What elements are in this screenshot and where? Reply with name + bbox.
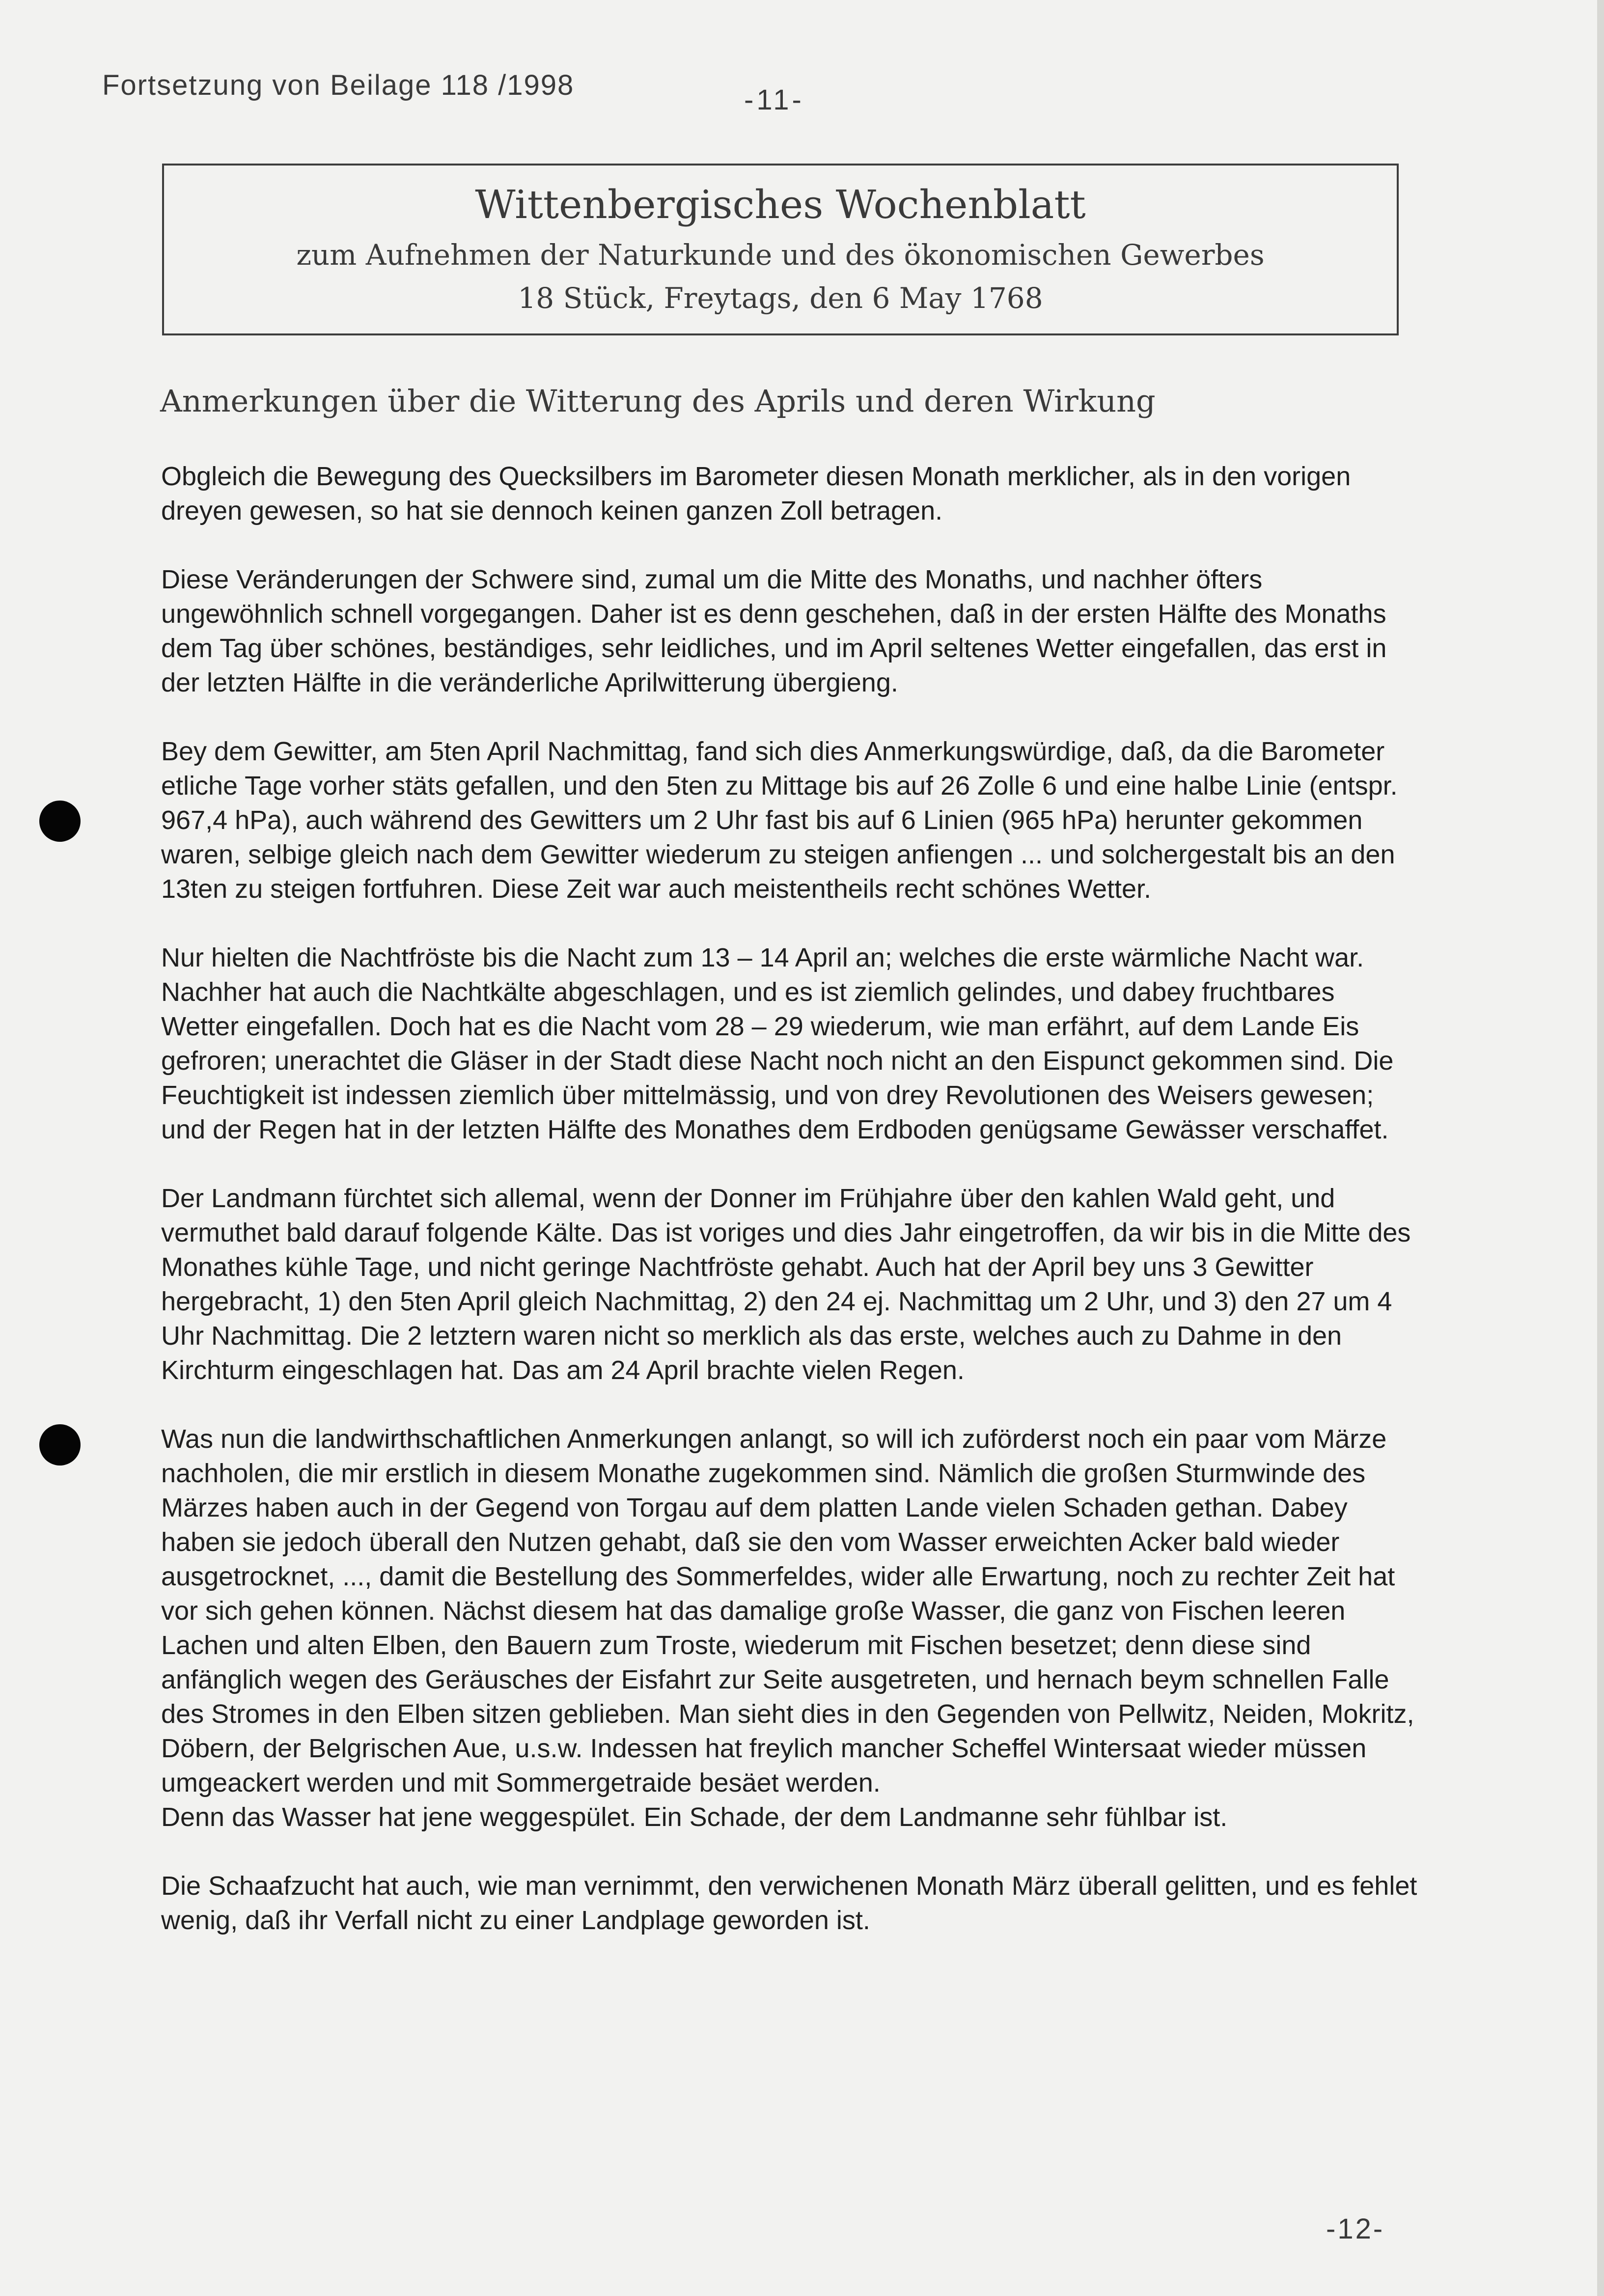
- paragraph: Nur hielten die Nachtfröste bis die Nacht zum 13 – 14 April an; welches die erste wärmliche Nacht war. Nachher hat auch die Nachtkälte abgeschlagen, und es ist ziemlich gelindes, und dabey fruchtbares Wetter eingefallen. Doch hat es die Nacht vom 28 – 29 wiederum, wie man erfährt, auf dem Lande Eis gefroren; unerachtet die Gläser in der Stadt diese Nacht noch nicht an den Eispunct gekommen sind. Die Feuchtigkeit ist indessen ziemlich über mittelmässig, und von drey Revolutionen des Weisers gewesen; und der Regen hat in der letzten Hälfte des Monathes dem Erdboden genügsame Gewässer verschaffet.: [161, 943, 1394, 1144]
- paragraph: Die Schaafzucht hat auch, wie man vernimmt, den verwichenen Monath März überall gelitten, und es fehlet wenig, daß ihr Verfall nicht zu einer Landplage geworden ist.: [161, 1871, 1417, 1935]
- masthead-title: Wittenbergisches Wochenblatt: [475, 182, 1086, 227]
- page-number-top: -11-: [744, 84, 804, 116]
- paragraph: Obgleich die Bewegung des Quecksilbers im Barometer diesen Monath merklicher, als in den vorigen dreyen gewesen, so hat sie dennoch keinen ganzen Zoll betragen.: [161, 462, 1351, 526]
- paragraph: Diese Veränderungen der Schwere sind, zumal um die Mitte des Monaths, und nachher öfters ungewöhnlich schnell vorgegangen. Daher ist es denn geschehen, daß in der ersten Hälfte des Monaths dem Tag über schönes, beständiges, sehr leidliches, und im April seltenes Wetter eingefallen, das erst in der letzten Hälfte in die veränderliche Aprilwitterung übergieng.: [161, 565, 1387, 697]
- article-heading: Anmerkungen über die Witterung des Aprils und deren Wirkung: [160, 383, 1156, 419]
- paragraph: Bey dem Gewitter, am 5ten April Nachmittag, fand sich dies Anmerkungswürdige, daß, da die Barometer etliche Tage vorher stäts gefallen, und den 5ten zu Mittage bis auf 26 Zolle 6 und eine halbe Linie (entspr. 967,4 hPa), auch während des Gewitters um 2 Uhr fast bis auf 6 Linien (965 hPa) herunter gekommen waren, selbige gleich nach dem Gewitter wiederum zu steigen anfiengen ... und solchergestalt bis an den 13ten zu steigen fortfuhren. Diese Zeit war auch meistentheils recht schönes Wetter.: [161, 737, 1398, 904]
- paragraph: Der Landmann fürchtet sich allemal, wenn der Donner im Frühjahre über den kahlen Wald geht, und vermuthet bald darauf folgende Kälte. Das ist voriges und dies Jahr eingetroffen, da wir bis in die Mitte des Monathes kühle Tage, und nicht geringe Nachtfröste gehabt. Auch hat der April bey uns 3 Gewitter hergebracht, 1) den 5ten April gleich Nachmittag, 2) den 24 ej. Nachmittag um 2 Uhr, und 3) den 27 um 4 Uhr Nachmittag. Die 2 letztern waren nicht so merklich als das erste, welches auch zu Dahme in den Kirchturm eingeschlagen hat. Das am 24 April brachte vielen Regen.: [161, 1184, 1411, 1385]
- masthead-box: [162, 164, 1399, 335]
- paragraph: Denn das Wasser hat jene weggespület. Ein Schade, der dem Landmanne sehr fühlbar ist.: [161, 1802, 1228, 1832]
- article-body: [161, 459, 1418, 1972]
- continuation-note: Fortsetzung von Beilage 118 /1998: [102, 69, 575, 101]
- page-number-bottom: -12-: [1326, 2213, 1385, 2245]
- paragraph: Was nun die landwirthschaftlichen Anmerkungen anlangt, so will ich zuförderst noch ein paar vom Märze nachholen, die mir erstlich in diesem Monathe zugekommen sind. Nämlich die großen Sturmwinde des Märzes haben auch in der Gegend von Torgau auf dem platten Lande vielen Schaden gethan. Dabey haben sie jedoch überall den Nutzen gehabt, daß sie den vom Wasser erweichten Acker bald wieder ausgetrocknet, ..., damit die Bestellung des Sommerfeldes, wider alle Erwartung, noch zu rechter Zeit hat vor sich gehen können. Nächst diesem hat das damalige große Wasser, die ganz von Fischen leeren Lachen und alten Elben, den Bauern zum Troste, wiederum mit Fischen besetzet; denn diese sind anfänglich wegen des Geräusches der Eisfahrt zur Seite ausgetreten, und hernach beym schnellen Falle des Stromes in den Elben sitzen geblieben. Man sieht dies in den Gegenden von Pellwitz, Neiden, Mokritz, Döbern, der Belgrischen Aue, u.s.w. Indessen hat freylich mancher Scheffel Wintersaat wieder müssen umgeackert werden und mit Sommergetraide besäet werden.: [161, 1424, 1414, 1798]
- punch-hole: [39, 1424, 81, 1466]
- punch-hole: [39, 801, 81, 842]
- masthead-subtitle: zum Aufnehmen der Naturkunde und des ökonomischen Gewerbes: [296, 238, 1265, 272]
- page-edge: [1597, 0, 1604, 2296]
- masthead-issue: 18 Stück, Freytags, den 6 May 1768: [518, 281, 1043, 315]
